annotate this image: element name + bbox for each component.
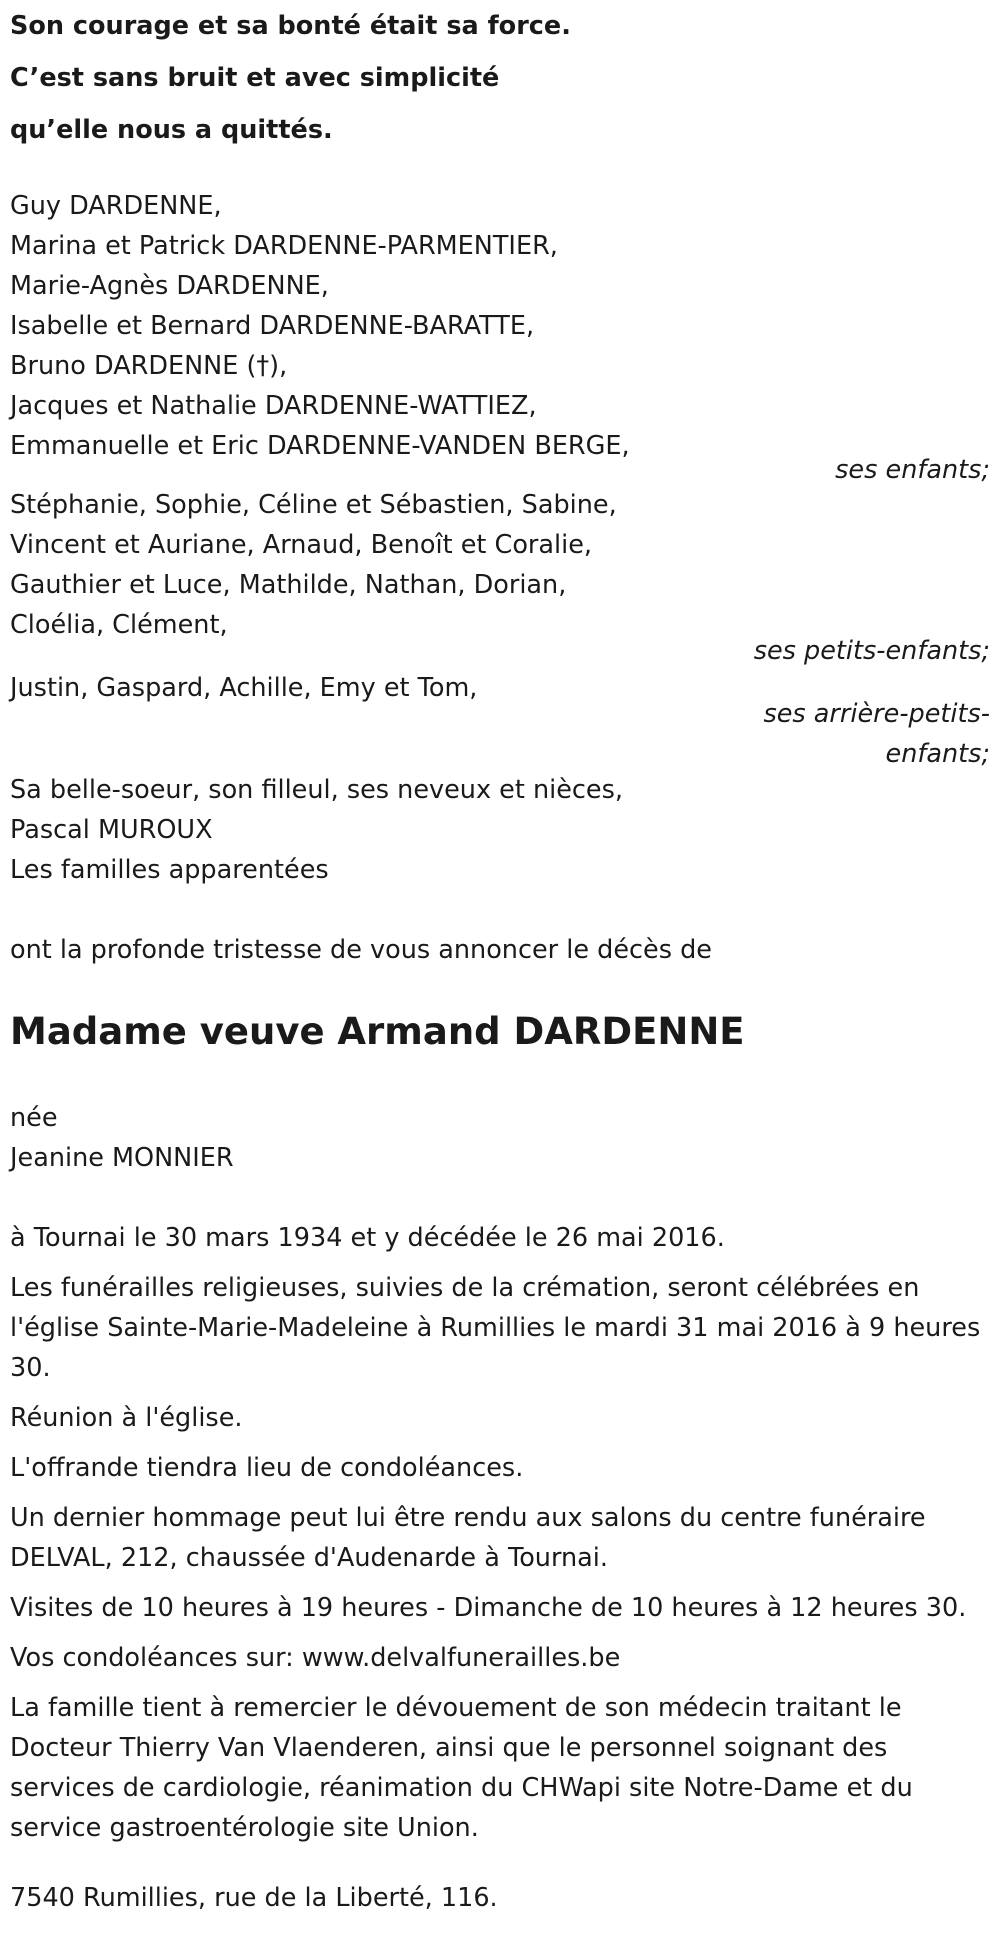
family-name: Jacques et Nathalie DARDENNE-WATTIEZ, <box>10 391 537 421</box>
other-relatives <box>10 770 990 890</box>
paragraph: Un dernier hommage peut lui être rendu aux salons du centre funéraire DELVAL, 212, chaussée d'Audenarde à Tournai. <box>10 1503 926 1573</box>
deceased-name: Madame veuve Armand DARDENNE <box>10 1010 745 1053</box>
family-name: Sa belle-soeur, son filleul, ses neveux et nièces, <box>10 775 623 805</box>
family-name: Justin, Gaspard, Achille, Emy et Tom, <box>10 673 478 703</box>
family-name: Emmanuelle et Eric DARDENNE-VANDEN BERGE, <box>10 431 630 461</box>
relation-great-grandchildren: ses arrière-petits- <box>763 699 990 729</box>
family-name: Guy DARDENNE, <box>10 191 222 221</box>
children-list <box>10 186 990 466</box>
paragraph-birth-death <box>10 1218 990 1258</box>
address-text: 7540 Rumillies, rue de la Liberté, 116. <box>10 1883 498 1913</box>
family-name: Les familles apparentées <box>10 855 329 885</box>
paragraph-tribute <box>10 1498 990 1578</box>
family-name: Cloélia, Clément, <box>10 610 228 640</box>
epigraph <box>10 0 990 156</box>
paragraph: L'offrande tiendra lieu de condoléances. <box>10 1453 524 1483</box>
paragraph: Les funérailles religieuses, suivies de la crémation, seront célébrées en l'église Sainte-Marie-Madeleine à Rumillies le mardi 31 mai 2016 à 9 heures 30. <box>10 1273 981 1383</box>
announcement-text: ont la profonde tristesse de vous annoncer le décès de <box>10 935 712 965</box>
family-name: Pascal MUROUX <box>10 815 213 845</box>
family-name: Gauthier et Luce, Mathilde, Nathan, Dorian, <box>10 570 567 600</box>
paragraph: Vos condoléances sur: www.delvalfunerailles.be <box>10 1643 621 1673</box>
paragraph: Visites de 10 heures à 19 heures - Dimanche de 10 heures à 12 heures 30. <box>10 1593 967 1623</box>
paragraph: Réunion à l'église. <box>10 1403 243 1433</box>
epigraph-line: qu’elle nous a quittés. <box>10 115 333 145</box>
relation-great-grandchildren: enfants; <box>885 739 990 769</box>
relation-grandchildren: ses petits-enfants; <box>753 636 990 666</box>
epigraph-line: C’est sans bruit et avec simplicité <box>10 63 500 93</box>
paragraph-thanks <box>10 1688 990 1848</box>
family-name: Marie-Agnès DARDENNE, <box>10 271 329 301</box>
family-name: Marina et Patrick DARDENNE-PARMENTIER, <box>10 231 558 261</box>
maiden-name-block <box>10 1098 990 1178</box>
family-name: Isabelle et Bernard DARDENNE-BARATTE, <box>10 311 535 341</box>
grandchildren-list <box>10 485 990 645</box>
relation-children: ses enfants; <box>835 455 990 485</box>
paragraph-visits <box>10 1588 990 1628</box>
paragraph: La famille tient à remercier le dévouement de son médecin traitant le Docteur Thierry Van Vlaenderen, ainsi que le personnel soignant des services de cardiologie, réanimation du CHWapi site Notre-Dame et du service gastroentérologie site Union. <box>10 1693 913 1843</box>
family-name: Stéphanie, Sophie, Céline et Sébastien, Sabine, <box>10 490 617 520</box>
paragraph-funeral <box>10 1268 990 1388</box>
maiden-name: Jeanine MONNIER <box>10 1143 234 1173</box>
announcement <box>10 930 990 970</box>
nee-label: née <box>10 1103 58 1133</box>
paragraph-condolences <box>10 1638 990 1678</box>
paragraph: à Tournai le 30 mars 1934 et y décédée le 26 mai 2016. <box>10 1223 725 1253</box>
paragraph-offering <box>10 1448 990 1488</box>
family-name: Vincent et Auriane, Arnaud, Benoît et Coralie, <box>10 530 592 560</box>
epigraph-line: Son courage et sa bonté était sa force. <box>10 11 571 41</box>
address <box>10 1878 990 1918</box>
paragraph-meeting <box>10 1398 990 1438</box>
family-name: Bruno DARDENNE (†), <box>10 351 288 381</box>
